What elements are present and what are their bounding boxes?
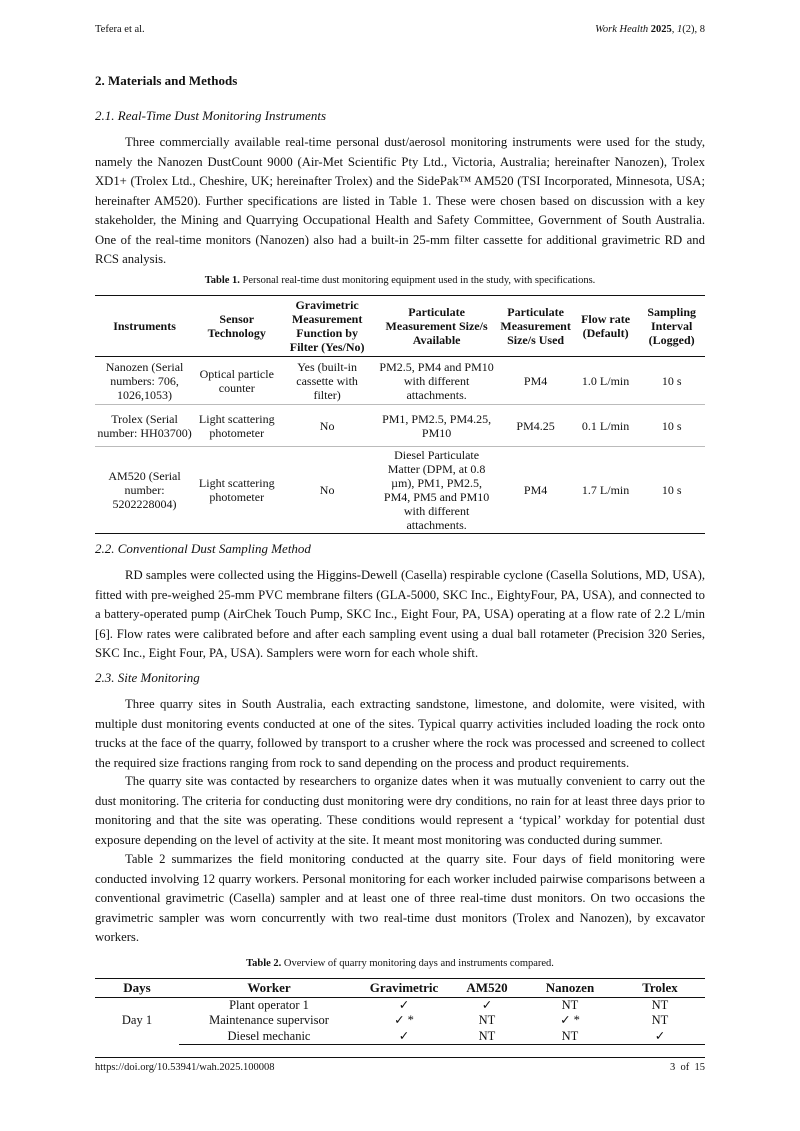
table-2-header: Gravimetric <box>359 979 449 998</box>
table-cell: Light scattering photometer <box>194 447 279 534</box>
table-cell: 10 s <box>638 357 705 405</box>
table-1-header: Gravimetric Measurement Function by Filter (Yes/No) <box>279 296 374 357</box>
table-cell: NT <box>651 1013 669 1027</box>
table-1-caption-text: Personal real-time dust monitoring equipment used in the study, with specifications. <box>242 275 596 286</box>
table-cell: Trolex (Serial number: HH03700) <box>95 405 194 447</box>
table-cell: PM2.5, PM4 and PM10 with different attachments. <box>375 357 499 405</box>
subsection-heading-2-2: 2.2. Conventional Dust Sampling Method <box>95 541 311 556</box>
running-head <box>95 24 705 35</box>
table-cell: Plant operator 1 <box>229 997 309 1012</box>
table-cell: 10 s <box>638 405 705 447</box>
table-2-label: Table 2. <box>246 958 282 969</box>
table-2-caption <box>95 958 705 969</box>
table-row <box>95 1029 705 1045</box>
journal-volume: 1 <box>677 24 683 35</box>
paragraph-2-1: Three commercially available real-time personal dust/aerosol monitoring instruments were used for the study, namely the Nanozen DustCount 9000 (Air-Met Scientific Pty Ltd., Victoria, Australia; hereinafter Nanozen), Trolex XD1+ (Trolex Ltd., Cheshire, UK; hereinafter Trolex) and the SidePak™ AM520 (TSI Incorporated, Minnesota, USA; hereinafter AM520). Further specifications are listed in Table 1. These were chosen based on discussion with a key stakeholder, the Mining and Quarrying Occupational Health and Safety Committee, Government of South Australia. One of the real-time monitors (Nanozen) also had a built-in 25-mm filter cassette for additional gravimetric RD and RCS analysis. <box>95 135 705 266</box>
table-1-header: Sampling Interval (Logged) <box>638 296 705 357</box>
table-cell: PM4.25 <box>498 405 572 447</box>
table-cell: 1.0 L/min <box>573 357 639 405</box>
table-cell: Diesel Particulate Matter (DPM, at 0.8 µm), PM1, PM2.5, PM4, PM5 and PM10 with different attachments. <box>375 447 499 534</box>
table-1-caption <box>95 275 705 286</box>
journal-issue-pages: (2), 8 <box>682 24 705 35</box>
table-cell: Light scattering photometer <box>194 405 279 447</box>
table-2-header-row <box>95 979 705 998</box>
table-cell: 1.7 L/min <box>573 447 639 534</box>
page-number: 3 of 15 <box>670 1062 705 1073</box>
table-cell: ✓ <box>359 1029 449 1045</box>
doi-link[interactable]: https://doi.org/10.53941/wah.2025.100008 <box>95 1062 275 1073</box>
table-1-label: Table 1. <box>204 275 240 286</box>
journal-year: 2025 <box>650 24 672 35</box>
table-cell: 0.1 L/min <box>573 405 639 447</box>
table-cell: NT <box>525 1029 615 1045</box>
table-cell: ✓ * <box>560 1013 580 1027</box>
table-2-header: Nanozen <box>525 979 615 998</box>
table-cell: PM1, PM2.5, PM4.25, PM10 <box>375 405 499 447</box>
journal-name: Work Health <box>595 24 649 35</box>
table-cell: NT <box>561 997 579 1012</box>
table-cell: AM520 (Serial number: 5202228004) <box>95 447 194 534</box>
table-2-header: Trolex <box>615 979 705 998</box>
table-row <box>95 405 705 447</box>
running-head-authors: Tefera et al. <box>95 24 145 35</box>
table-1-header: Sensor Technology <box>194 296 279 357</box>
table-cell: No <box>279 447 374 534</box>
table-2 <box>95 978 705 1045</box>
page-footer <box>95 1062 705 1073</box>
table-cell: Diesel mechanic <box>179 1029 359 1045</box>
paragraph-2-3-a: Three quarry sites in South Australia, each extracting sandstone, limestone, and dolomite, were visited, with multiple dust monitoring events conducted at one of the sites. Typical quarry activities included loading the rock onto trucks at the face of the quarry, followed by transport to a crusher where the rock was processed and screened to collect the required size fractions ranging from rock to sand depending on the process and product requirements. <box>95 697 705 770</box>
table-cell: PM4 <box>498 447 572 534</box>
section-heading: 2. Materials and Methods <box>95 73 238 88</box>
table-1 <box>95 295 705 534</box>
table-cell: Nanozen (Serial numbers: 706, 1026,1053) <box>95 357 194 405</box>
table-cell: PM4 <box>498 357 572 405</box>
footer-divider <box>95 1057 705 1058</box>
table-cell: Optical particle counter <box>194 357 279 405</box>
table-1-header: Particulate Measurement Size/s Used <box>498 296 572 357</box>
table-1-header-row <box>95 296 705 357</box>
subsection-heading-2-1: 2.1. Real-Time Dust Monitoring Instruments <box>95 108 327 123</box>
table-day-cell: Day 1 <box>121 1013 153 1028</box>
table-cell: Yes (built-in cassette with filter) <box>279 357 374 405</box>
table-cell: No <box>279 405 374 447</box>
table-cell: Maintenance supervisor <box>209 1013 329 1027</box>
table-2-header: Worker <box>179 979 359 998</box>
table-2-header: AM520 <box>449 979 525 998</box>
table-cell: ✓ <box>398 997 410 1012</box>
table-cell: ✓ <box>481 997 493 1012</box>
table-cell: NT <box>651 997 669 1012</box>
table-cell: NT <box>478 1013 496 1027</box>
subsection-heading-2-3: 2.3. Site Monitoring <box>95 670 200 685</box>
table-1-header: Flow rate (Default) <box>573 296 639 357</box>
table-2-caption-text: Overview of quarry monitoring days and instruments compared. <box>283 958 554 969</box>
table-row <box>95 1013 705 1029</box>
table-1-header: Instruments <box>95 296 194 357</box>
paragraph-2-2: RD samples were collected using the Higgins-Dewell (Casella) respirable cyclone (Casella Solutions, MD, USA), fitted with pre-weighed 25-mm PVC membrane filters (GLA-5000, SKC Inc., EightyFour, PA, USA), and connected to a battery-operated pump (AirChek Touch Pump, SKC Inc., Eight Four, PA, USA) operating at a flow rate of 2.2 L/min [6]. Flow rates were calibrated before and after each sampling event using a dual ball rotameter (Precision 320 Series, SKC Inc., Eight Four, PA, USA). Samplers were worn for each whole shift. <box>95 568 705 660</box>
table-cell: ✓ <box>615 1029 705 1045</box>
table-row <box>95 447 705 534</box>
table-cell: NT <box>449 1029 525 1045</box>
table-cell: 10 s <box>638 447 705 534</box>
running-head-journal: Work Health 2025, 1(2), 8 <box>595 24 705 35</box>
table-row <box>95 357 705 405</box>
paragraph-2-3-c: Table 2 summarizes the field monitoring conducted at the quarry site. Four days of field monitoring were conducted involving 12 quarry workers. Personal monitoring for each worker included pairwise comparisons between a conventional gravimetric (Casella) sampler and at least one of three real-time dust monitors. On two occasions the gravimetric sampler was worn concurrently with two real-time dust monitors (Trolex and Nanozen), by excavator workers. <box>95 852 705 944</box>
table-2-header: Days <box>95 979 179 998</box>
table-cell: ✓ * <box>394 1013 414 1027</box>
table-row <box>95 997 705 1013</box>
table-1-header: Particulate Measurement Size/s Available <box>375 296 499 357</box>
paragraph-2-3-b: The quarry site was contacted by researchers to organize dates when it was mutually convenient to carry out the dust monitoring. The criteria for conducting dust monitoring were dry conditions, no rain for at least three days prior to monitoring and that the site was operating. These conditions would represent a ‘typical’ workday for potential dust exposure depending on the level of activity at the site. It meant most monitoring was conducted during summer. <box>95 774 705 847</box>
